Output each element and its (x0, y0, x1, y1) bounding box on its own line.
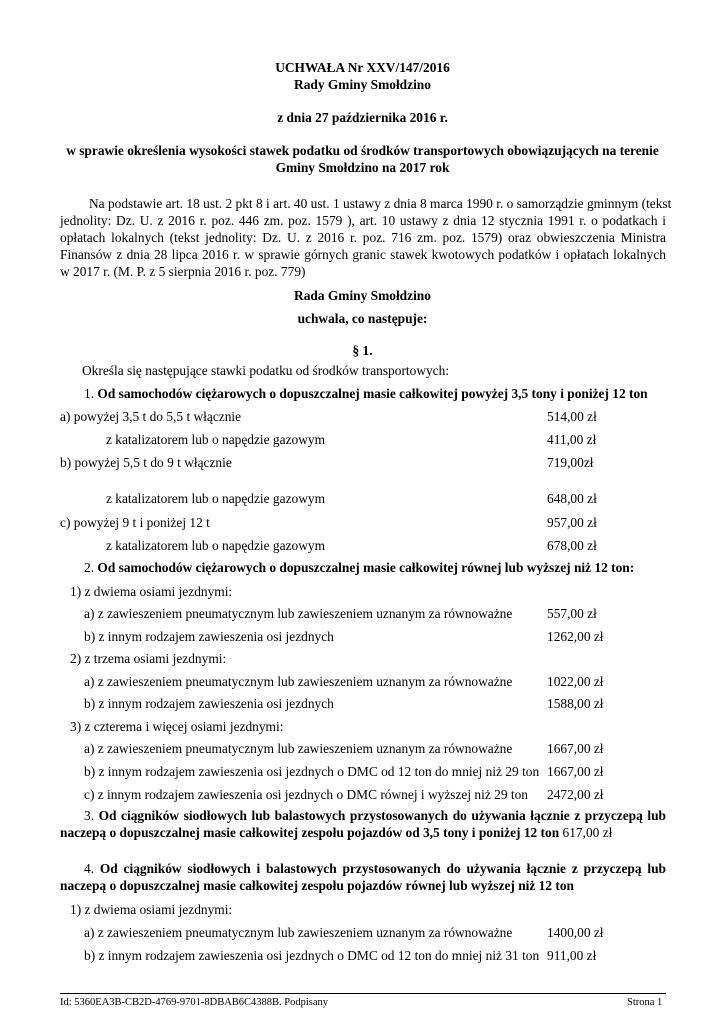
item-1-row-value: 648,00 zł (547, 491, 597, 506)
resolution-title: UCHWAŁA Nr XXV/147/2016 (275, 60, 450, 75)
resolves-clause: uchwala, co następuje: (297, 311, 428, 326)
item-2-row-label: a) z zawieszeniem pneumatycznym lub zawieszeniem uznanym za równoważne (84, 741, 513, 756)
item-2-group-label: 1) z dwiema osiami jezdnymi: (70, 584, 233, 599)
item-2-row-label: b) z innym rodzajem zawieszenia osi jezdnych (84, 696, 334, 711)
item-4-row-label: b) z innym rodzajem zawieszenia osi jezdnych o DMC od 12 ton do mniej niż 31 ton (84, 948, 540, 963)
item-3-line-1 (84, 808, 666, 824)
item-3-title-line-2: naczepą o dopuszczalnej masie całkowitej zespołu pojazdów od 3,5 tony i poniżej 12 ton (60, 825, 560, 840)
item-1-row-value: 411,00 zł (547, 432, 597, 447)
item-2-row-label: c) z innym rodzajem zawieszenia osi jezdnych o DMC równej i wyższej niż 29 ton (84, 787, 528, 802)
item-1-row-label: a) powyżej 3,5 t do 5,5 t włącznie (60, 409, 242, 424)
item-2-row-value: 1667,00 zł (547, 764, 604, 779)
section-heading: § 1. (352, 343, 373, 358)
resolution-date: z dnia 27 października 2016 r. (277, 110, 448, 125)
item-3-line-2 (60, 825, 612, 841)
item-1-row-label: z katalizatorem lub o napędzie gazowym (106, 432, 325, 447)
item-3-value: 617,00 zł (562, 825, 613, 840)
item-2-row-label: b) z innym rodzajem zawieszenia osi jezdnych o DMC od 12 ton do mniej niż 29 ton (84, 764, 540, 779)
document-id: Id: 5360EA3B-CB2D-4769-9701-8DBAB6C4388B. Podpisany (60, 997, 329, 1008)
preamble-line-3: opłatach lokalnych (tekst jednolity: Dz. U. z 2016 r. poz. 716 zm. poz. 1579) oraz obwieszczenia Ministra (60, 230, 666, 245)
item-2-heading (84, 560, 634, 576)
item-1-row-value: 514,00 zł (547, 409, 597, 424)
subject-line-2: Gminy Smołdzino na 2017 rok (275, 160, 450, 175)
item-2-title: Od samochodów ciężarowych o dopuszczalnej masie całkowitej równej lub wyższej niż 12 ton: (97, 560, 635, 575)
item-2-row-value: 1262,00 zł (547, 629, 604, 644)
item-2-row-value: 1588,00 zł (547, 696, 604, 711)
item-1-row-value: 719,00zł (547, 455, 594, 470)
item-1-title: Od samochodów ciężarowych o dopuszczalnej masie całkowitej powyżej 3,5 tony i poniżej 12 ton (97, 386, 648, 401)
item-1-row-label: z katalizatorem lub o napędzie gazowym (106, 491, 325, 506)
item-4-line-1 (84, 861, 666, 877)
item-1-row-label: z katalizatorem lub o napędzie gazowym (106, 538, 325, 553)
item-1-heading (84, 386, 648, 402)
item-4-row-label: a) z zawieszeniem pneumatycznym lub zawieszeniem uznanym za równoważne (84, 925, 513, 940)
item-2-number: 2. (84, 560, 95, 575)
preamble-line-2: jednolity: Dz. U. z 2016 r. poz. 446 zm. poz. 1579 ), art. 10 ustawy z dnia 12 stycznia 1991 r. o podatkach i (60, 213, 666, 228)
preamble-line-4: Finansów z dnia 28 lipca 2016 r. w sprawie górnych granic stawek kwotowych podatków i opłatach lokalnych (60, 247, 666, 262)
item-2-row-value: 2472,00 zł (547, 787, 604, 802)
item-3-title-line-1: Od ciągników siodłowych lub balastowych przystosowanych do używania łącznie z przyczepą lub (98, 808, 666, 823)
footer-divider (60, 993, 666, 994)
item-4-title-line-1: Od ciągników siodłowych i balastowych przystosowanych do używania łącznie z przyczepą lub (99, 861, 667, 876)
item-1-row-label: c) powyżej 9 t i poniżej 12 t (60, 515, 210, 530)
council-name: Rada Gminy Smołdzino (294, 288, 431, 303)
item-1-row-value: 957,00 zł (547, 515, 597, 530)
item-2-group-label: 3) z czterema i więcej osiami jezdnymi: (70, 719, 284, 734)
page-number: Strona 1 (627, 997, 663, 1008)
section-intro: Określa się następujące stawki podatku od środków transportowych: (82, 363, 450, 378)
item-3-number: 3. (84, 808, 95, 823)
item-4-row-value: 911,00 zł (547, 948, 597, 963)
item-2-row-value: 1022,00 zł (547, 674, 604, 689)
issuer: Rady Gminy Smołdzino (294, 77, 431, 92)
item-1-row-label: b) powyżej 5,5 t do 9 t włącznie (60, 455, 232, 470)
item-2-group-label: 2) z trzema osiami jezdnymi: (70, 651, 227, 666)
item-2-row-label: a) z zawieszeniem pneumatycznym lub zawieszeniem uznanym za równoważne (84, 606, 513, 621)
item-1-row-value: 678,00 zł (547, 538, 597, 553)
preamble-line-1: Na podstawie art. 18 ust. 2 pkt 8 i art. 40 ust. 1 ustawy z dnia 8 marca 1990 r. o samorządzie gminnym (tekst (89, 196, 672, 211)
item-4-row-value: 1400,00 zł (547, 925, 604, 940)
subject-line-1: w sprawie określenia wysokości stawek podatku od środków transportowych obowiązujących na terenie (66, 143, 659, 158)
item-4-title-line-2: naczepą o dopuszczalnej masie całkowitej zespołu pojazdów równej lub wyższej niż 12 ton (60, 878, 575, 893)
item-2-row-value: 557,00 zł (547, 606, 597, 621)
item-1-number: 1. (84, 386, 95, 401)
item-2-row-label: b) z innym rodzajem zawieszenia osi jezdnych (84, 629, 334, 644)
item-2-row-value: 1667,00 zł (547, 741, 604, 756)
preamble-line-5: w 2017 r. (M. P. z 5 sierpnia 2016 r. poz. 779) (60, 264, 306, 279)
item-4-group-label: 1) z dwiema osiami jezdnymi: (70, 902, 233, 917)
item-2-row-label: a) z zawieszeniem pneumatycznym lub zawieszeniem uznanym za równoważne (84, 674, 513, 689)
item-4-number: 4. (84, 861, 95, 876)
